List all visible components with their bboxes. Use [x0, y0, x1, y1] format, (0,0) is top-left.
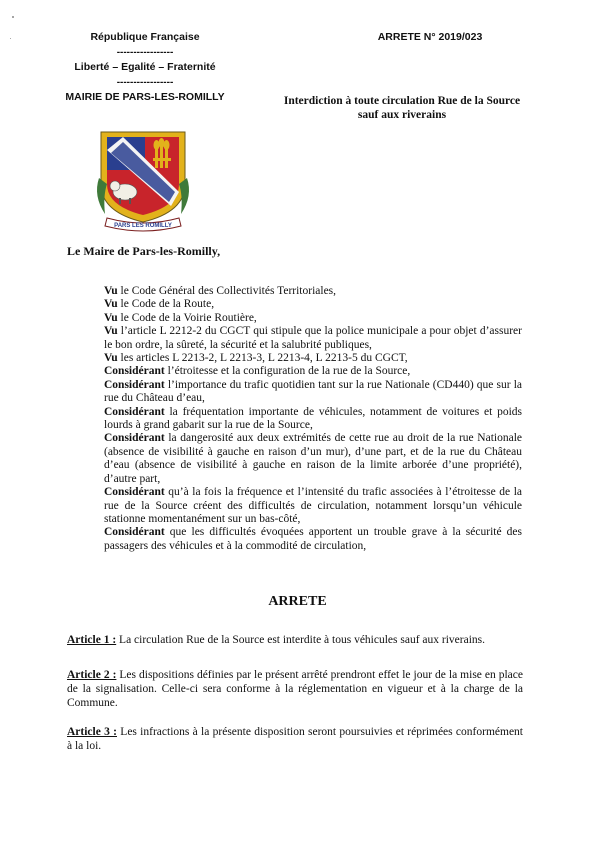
consideration-item: Considérant qu’à la fois la fréquence et l’intensité du trafic associées à l’étroitesse de la rue de la Source créent des difficultés de circulation, notamment lorsqu’un véhicule stationne momentanément sur un bas-côté,	[104, 486, 522, 525]
subject-line: sauf aux riverains	[357, 109, 447, 121]
article-1	[67, 633, 523, 647]
consideration-item: Vu le Code Général des Collectivités Territoriales,	[104, 285, 337, 297]
article-text: Les dispositions définies par le présent arrêté prendront effet le jour de la mise en place de la signalisation. Celle-ci sera conforme à la réglementation en vigueur et à la charge de la Commune.	[67, 669, 523, 709]
crest-motto: PARS LES ROMILLY	[114, 223, 172, 229]
article-2	[67, 668, 523, 710]
considerations-list	[104, 285, 522, 553]
consideration-item: Vu le Code de la Voirie Routière,	[104, 311, 257, 324]
arrete-number: ARRETE N° 2019/023	[377, 31, 483, 43]
article-label: Article 2 :	[67, 669, 117, 681]
consideration-item: Vu le Code de la Route,	[104, 298, 215, 311]
separator-dashes: -----------------	[116, 77, 174, 88]
republic-label: République Française	[90, 31, 200, 43]
arrete-subject	[268, 94, 536, 122]
subject-line: Interdiction à toute circulation Rue de la Source	[283, 95, 521, 107]
scan-speck	[10, 38, 11, 39]
municipal-crest-icon	[93, 126, 193, 232]
article-text: La circulation Rue de la Source est interdite à tous véhicules sauf aux riverains.	[116, 634, 486, 646]
maire-intro: Le Maire de Pars-les-Romilly,	[67, 244, 221, 258]
separator-dashes: -----------------	[116, 47, 174, 58]
consideration-item: Considérant l’importance du trafic quotidien tant sur la rue Nationale (CD440) que sur la rue du Château d’eau,	[104, 378, 522, 405]
arrete-heading: ARRETE	[268, 594, 327, 609]
scan-speck	[12, 16, 14, 18]
issuer-block	[60, 30, 230, 105]
consideration-item: Considérant la dangerosité aux deux extrémités de cette rue au droit de la rue Nationale (absence de visibilité à gauche en raison d’un mur), d’une part, et de la rue du Château d’eau (absence de visibilité à gauche en raison de la limite arborée d’une propriété), d’autre part,	[104, 432, 522, 485]
national-motto: Liberté – Egalité – Fraternité	[74, 61, 216, 73]
consideration-item: Vu l’article L 2212-2 du CGCT qui stipule que la police municipale a pour objet d’assurer le bon ordre, la sûreté, la sécurité et la salubrité publiques,	[104, 325, 522, 351]
article-text: Les infractions à la présente disposition seront poursuivies et réprimées conformément à la loi.	[67, 726, 523, 752]
mairie-name: MAIRIE DE PARS-LES-ROMILLY	[65, 91, 225, 103]
article-label: Article 1 :	[67, 634, 117, 646]
consideration-item: Considérant la fréquentation importante de véhicules, notamment de voitures et poids lourds à grand gabarit sur la rue de la Source,	[104, 405, 522, 432]
consideration-item: Vu les articles L 2213-2, L 2213-3, L 2213-4, L 2213-5 du CGCT,	[104, 352, 408, 365]
consideration-item: Considérant l’étroitesse et la configuration de la rue de la Source,	[104, 365, 411, 378]
article-label: Article 3 :	[67, 726, 117, 738]
article-3	[67, 725, 523, 753]
consideration-item: Considérant que les difficultés évoquées apportent un trouble grave à la sécurité des passagers des véhicules et à la commodité de circulation,	[104, 526, 522, 552]
